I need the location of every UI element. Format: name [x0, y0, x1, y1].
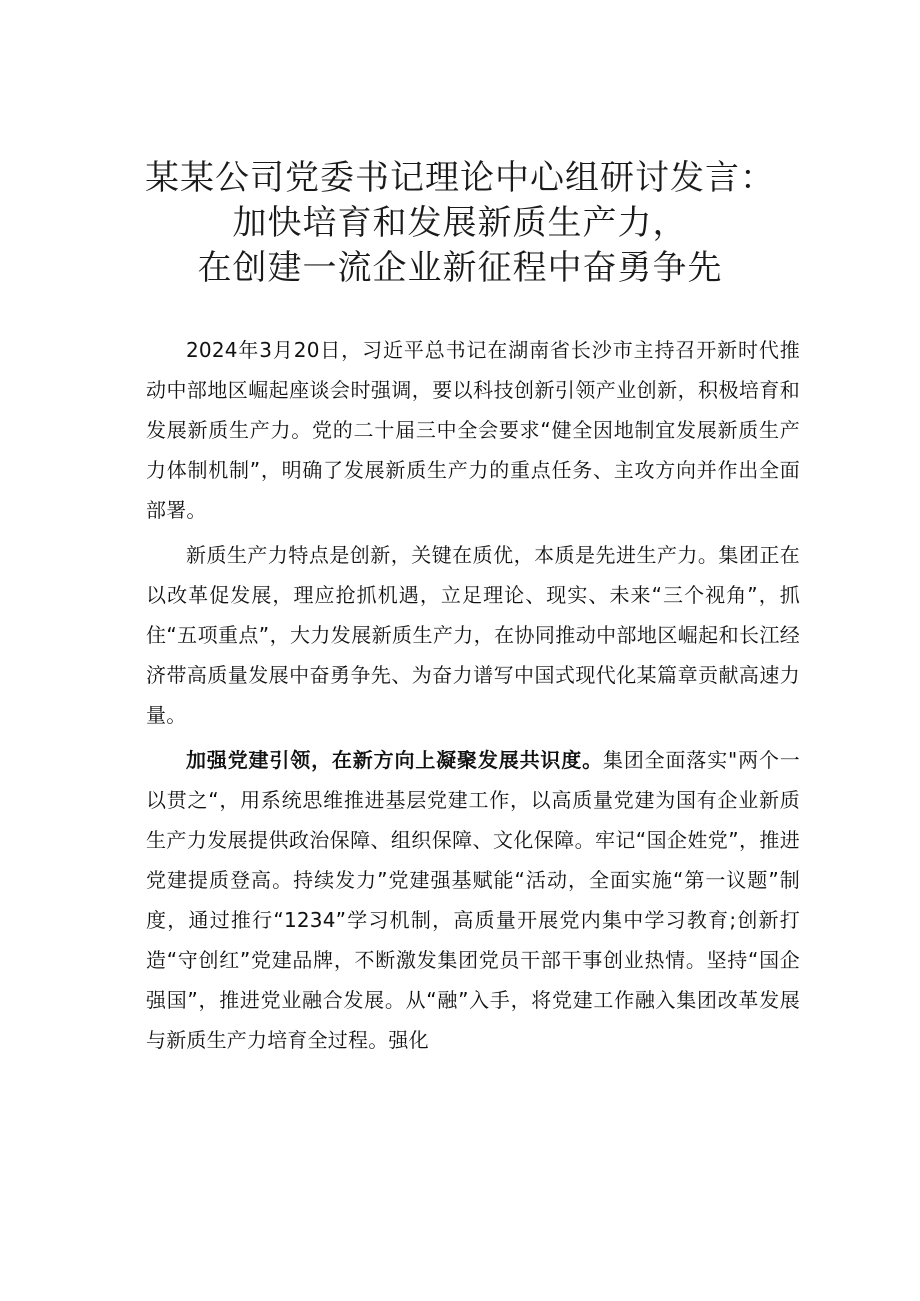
paragraph-3 [146, 740, 800, 1060]
paragraph-1-text: 2024年3月20日，习近平总书记在湖南省长沙市主持召开新时代推动中部地区崛起座谈会时强调，要以科技创新引领产业创新，积极培育和发展新质生产力。党的二十届三中全会要求“健全因地制宜发展新质生产力体制机制”，明确了发展新质生产力的重点任务、主攻方向并作出全面部署。 [146, 338, 800, 522]
title-line-3: 在创建一流企业新征程中奋勇争先 [197, 248, 723, 288]
paragraph-1 [146, 330, 800, 530]
paragraph-2 [146, 535, 800, 735]
title-line-1: 某某公司党委书记理论中心组研讨发言： [145, 158, 775, 198]
paragraph-2-text: 新质生产力特点是创新，关键在质优，本质是先进生产力。集团正在以改革促发展，理应抢抓机遇，立足理论、现实、未来“三个视角”，抓住“五项重点”，大力发展新质生产力，在协同推动中部地区崛起和长江经济带高质量发展中奋勇争先、为奋力谱写中国式现代化某篇章贡献高速力量。 [146, 543, 800, 727]
paragraph-3-lead: 加强党建引领，在新方向上凝聚发展共识度。 [186, 748, 603, 772]
paragraph-3-text: 集团全面落实"两个一以贯之“，用系统思维推进基层党建工作，以高质量党建为国有企业新质生产力发展提供政治保障、组织保障、文化保障。牢记“国企姓党”，推进党建提质登高。持续发力”党建强基赋能“活动，全面实施“第一议题”制度，通过推行“1234”学习机制，高质量开展党内集中学习教育;创新打造“守创红”党建品牌，不断激发集团党员干部干事创业热情。坚持“国企强国”，推进党业融合发展。从“融”入手，将党建工作融入集团改革发展与新质生产力培育全过程。强化 [146, 748, 801, 1052]
document-body [146, 330, 800, 1065]
document-title [100, 156, 820, 291]
title-line-2: 加快培育和发展新质生产力， [232, 203, 688, 243]
